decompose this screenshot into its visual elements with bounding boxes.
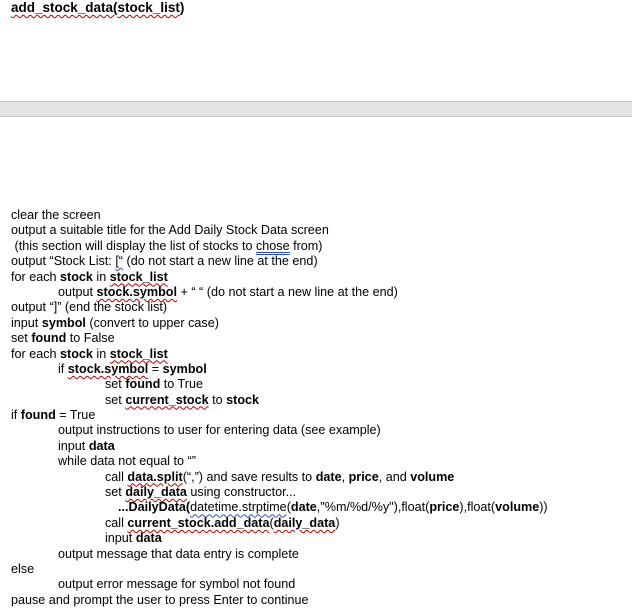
grammar-flag: [“ <box>115 254 124 269</box>
line-text: using constructor... <box>186 485 297 500</box>
line-text: pause and prompt the user to press Enter to continue <box>11 592 309 607</box>
heading-arg: stock_list <box>117 0 180 15</box>
keyword: data <box>88 438 115 453</box>
line-text: + “ “ (do not start a new line at the end) <box>177 284 398 299</box>
keyword: found <box>20 408 56 423</box>
line-text: set <box>11 331 32 346</box>
line-text: , <box>341 469 349 484</box>
line-text: while data not equal to “” <box>58 454 196 469</box>
keyword: symbol <box>162 361 207 376</box>
line-text: ( <box>286 500 291 515</box>
keyword: daily_data <box>273 515 336 530</box>
pseudocode-line <box>11 593 626 608</box>
pseudocode-line <box>11 531 626 546</box>
line-text: in <box>92 269 110 284</box>
line-text: (convert to upper case) <box>85 315 219 330</box>
keyword: stock <box>226 392 260 407</box>
line-text: , and <box>378 469 411 484</box>
keyword: found <box>31 331 67 346</box>
line-text: output error message for symbol not found <box>58 577 296 592</box>
pseudocode-line <box>11 239 626 254</box>
line-text: for each <box>11 269 61 284</box>
keyword: date <box>315 469 342 484</box>
grammar-flag: chose <box>255 238 290 253</box>
keyword: current_stock <box>125 392 209 407</box>
line-text: for each <box>11 346 61 361</box>
pseudocode-line <box>11 423 626 438</box>
keyword: found <box>125 377 161 392</box>
line-text: call <box>105 469 128 484</box>
pseudocode-line <box>11 285 626 300</box>
line-text: set <box>105 392 126 407</box>
pseudocode-line <box>11 254 626 269</box>
pseudocode-line <box>11 270 626 285</box>
line-text: to True <box>160 377 203 392</box>
pseudocode-line <box>11 439 626 454</box>
keyword: current_stock.add_data <box>127 515 270 530</box>
line-text: (this section will display the list of stocks to <box>11 238 256 253</box>
pseudocode-line <box>11 408 626 423</box>
keyword: stock <box>60 346 93 361</box>
line-text: input <box>105 531 136 546</box>
line-text: = True <box>55 408 96 423</box>
pseudocode-line <box>11 454 626 469</box>
pseudocode-line <box>11 562 626 577</box>
pseudocode-line <box>11 208 626 223</box>
keyword: stock_list <box>109 346 168 361</box>
keyword: stock.symbol <box>67 361 149 376</box>
pseudocode-line <box>11 362 626 377</box>
function-heading <box>11 0 184 16</box>
pseudocode-line <box>11 377 626 392</box>
pseudocode-line <box>11 316 626 331</box>
line-text: ) <box>335 515 340 530</box>
keyword: date <box>290 500 317 515</box>
line-text: ,"%m/%d/%y"),float( <box>316 500 430 515</box>
pseudocode-line <box>11 393 626 408</box>
pseudocode-line <box>11 485 626 500</box>
line-text: from) <box>289 238 323 253</box>
pseudocode-line <box>11 547 626 562</box>
line-text: input <box>11 315 42 330</box>
line-text: call <box>105 515 128 530</box>
keyword: data <box>135 531 162 546</box>
line-text: (do not start a new line at the end) <box>123 254 318 269</box>
document-page-top <box>0 0 632 101</box>
pseudocode-line <box>11 500 626 515</box>
line-text: in <box>92 346 110 361</box>
keyword: stock.symbol <box>96 284 178 299</box>
pseudocode-line <box>11 347 626 362</box>
line-text: if <box>11 408 21 423</box>
line-text: if <box>58 361 68 376</box>
line-text: set <box>105 377 126 392</box>
keyword: daily_data <box>125 485 187 500</box>
line-text: )) <box>539 500 548 515</box>
pseudocode-line <box>11 577 626 592</box>
line-text: = <box>148 361 163 376</box>
line-text: output “Stock List: <box>11 254 116 269</box>
keyword: price <box>348 469 379 484</box>
keyword: price <box>429 500 460 515</box>
pseudocode-line <box>11 223 626 238</box>
line-text: output message that data entry is complete <box>58 546 299 561</box>
pseudocode-body <box>11 208 626 608</box>
keyword: volume <box>410 469 455 484</box>
line-text: output instructions to user for entering data (see example) <box>58 423 381 438</box>
line-text: set <box>105 485 126 500</box>
pseudocode-line <box>11 331 626 346</box>
line-text: output <box>58 284 97 299</box>
keyword: ...DailyData( <box>118 500 191 515</box>
page-break-gap <box>0 101 632 117</box>
keyword: symbol <box>41 315 86 330</box>
keyword: stock <box>60 269 93 284</box>
line-text: ( <box>269 515 274 530</box>
line-text: clear the screen <box>11 208 101 222</box>
keyword: data.split <box>127 469 183 484</box>
grammar-flag: datetime.strptime <box>190 500 287 515</box>
line-text: to <box>208 392 227 407</box>
line-text: to False <box>66 331 115 346</box>
keyword: stock_list <box>109 269 168 284</box>
line-text: ),float( <box>459 500 496 515</box>
line-text: output “]” (end the stock list) <box>11 300 168 315</box>
line-text: (“,”) and save results to <box>182 469 316 484</box>
line-text: else <box>11 561 35 576</box>
pseudocode-line <box>11 300 626 315</box>
pseudocode-line <box>11 470 626 485</box>
line-text: input <box>58 438 89 453</box>
keyword: volume <box>495 500 540 515</box>
pseudocode-line <box>11 516 626 531</box>
heading-suffix: ) <box>179 0 185 15</box>
heading-prefix: add_stock_data( <box>11 0 118 15</box>
line-text: output a suitable title for the Add Daily Stock Data screen <box>11 223 329 238</box>
